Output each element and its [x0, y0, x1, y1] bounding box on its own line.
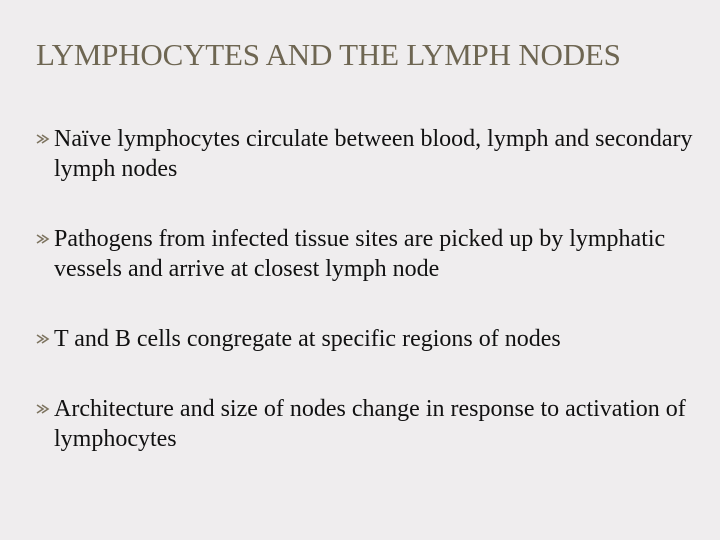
arrow-bullet-icon: [36, 333, 50, 345]
bullet-item: [36, 224, 696, 284]
arrow-bullet-icon: [36, 133, 50, 145]
arrow-bullet-icon: [36, 403, 50, 415]
bullet-item: [36, 124, 696, 184]
bullet-list: [36, 124, 696, 454]
arrow-bullet-icon: [36, 233, 50, 245]
bullet-text: Architecture and size of nodes change in response to activation of lymphocytes: [54, 396, 686, 452]
bullet-text: Naïve lymphocytes circulate between blood, lymph and secondary lymph nodes: [54, 126, 693, 182]
slide-title: LYMPHOCYTES AND THE LYMPH NODES: [36, 37, 621, 72]
bullet-text: Pathogens from infected tissue sites are picked up by lymphatic vessels and arrive at closest lymph node: [54, 226, 666, 282]
bullet-text: T and B cells congregate at specific regions of nodes: [54, 326, 561, 352]
bullet-item: [36, 394, 696, 454]
bullet-item: [36, 324, 696, 354]
